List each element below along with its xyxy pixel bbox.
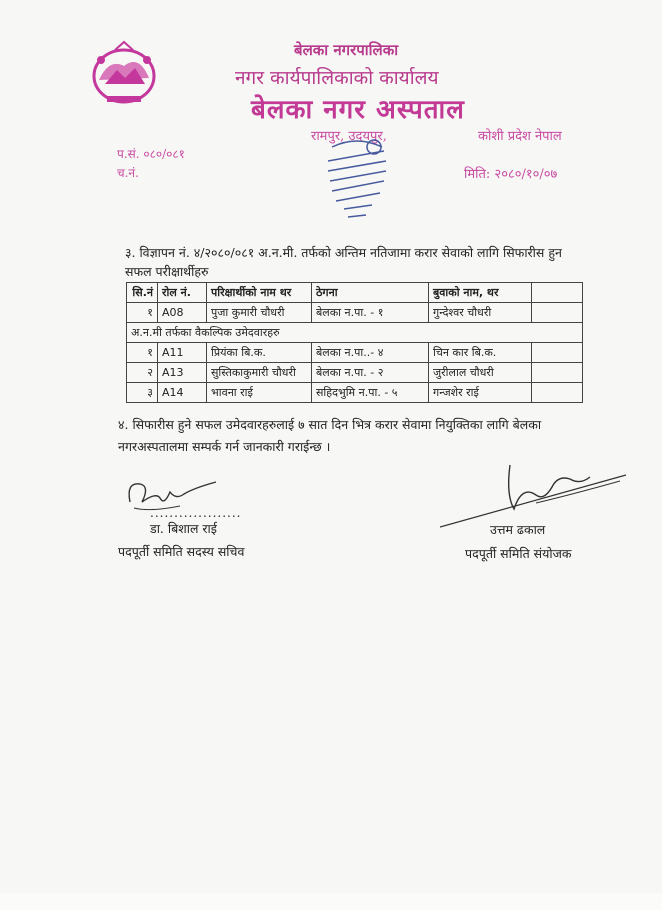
cell-father: गुन्देश्वर चौधरी bbox=[429, 303, 532, 323]
col-roll: रोल नं. bbox=[158, 283, 207, 303]
table-row bbox=[127, 343, 583, 363]
office-name: नगर कार्यपालिकाको कार्यालय bbox=[235, 67, 439, 89]
results-table bbox=[126, 282, 583, 403]
municipality-name: बेलका नगरपालिका bbox=[294, 41, 399, 59]
cell-name: प्रियंका बि.क. bbox=[207, 343, 312, 363]
col-serial: सि.नं bbox=[127, 283, 158, 303]
signature-line-left: ................... bbox=[150, 506, 242, 520]
table-row bbox=[127, 383, 583, 403]
cell-name: सुस्तिकाकुमारी चौधरी bbox=[207, 363, 312, 383]
cell-address: बेलका न.पा. - १ bbox=[312, 303, 429, 323]
dispatch-number: च.नं. bbox=[117, 166, 139, 180]
cell-address: बेलका न.पा. - २ bbox=[312, 363, 429, 383]
cell-roll: A08 bbox=[158, 303, 207, 323]
cell-serial: १ bbox=[127, 343, 158, 363]
signer-left-name: डा. बिशाल राई bbox=[150, 521, 217, 536]
cell-name: भावना राई bbox=[207, 383, 312, 403]
cell-blank bbox=[532, 363, 583, 383]
col-name: परिक्षार्थीको नाम थर bbox=[207, 283, 312, 303]
col-address: ठेगना bbox=[312, 283, 429, 303]
cell-roll: A11 bbox=[158, 343, 207, 363]
table-row bbox=[127, 363, 583, 383]
section-4-text: ४. सिफारीस हुने सफल उमेदवारहरुलाई ७ सात दिन भित्र करार सेवामा नियुक्तिका लागि बेलका नगरअस्पतालमा सम्पर्क गर्न जानकारी गराईन्छ । bbox=[118, 417, 542, 454]
hospital-name: बेलका नगर अस्पताल bbox=[251, 95, 465, 125]
cell-address: बेलका न.पा..- ४ bbox=[312, 343, 429, 363]
cell-blank bbox=[532, 343, 583, 363]
signer-right-name: उत्तम ढकाल bbox=[490, 522, 546, 537]
cell-father: चिन कार बि.क. bbox=[429, 343, 532, 363]
col-father: बुवाको नाम, थर bbox=[429, 283, 532, 303]
page-edge bbox=[0, 893, 662, 910]
cell-roll: A13 bbox=[158, 363, 207, 383]
cell-serial: १ bbox=[127, 303, 158, 323]
signer-right-title: पदपूर्ती समिति संयोजक bbox=[465, 546, 572, 561]
office-seal-icon bbox=[318, 137, 396, 225]
cell-serial: २ bbox=[127, 363, 158, 383]
cell-father: जुरीलाल चौधरी bbox=[429, 363, 532, 383]
table-header-row bbox=[127, 283, 583, 303]
table-row bbox=[127, 303, 583, 323]
cell-blank bbox=[532, 383, 583, 403]
cell-roll: A14 bbox=[158, 383, 207, 403]
address: रामपुर, उदयपुर, bbox=[311, 129, 387, 144]
cell-name: पुजा कुमारी चौधरी bbox=[207, 303, 312, 323]
letter-date: मिति: २०८०/१०/०७ bbox=[464, 167, 558, 182]
cell-serial: ३ bbox=[127, 383, 158, 403]
alternate-heading-row bbox=[127, 323, 583, 343]
province: कोशी प्रदेश नेपाल bbox=[478, 129, 562, 144]
alternate-heading: अ.न.मी तर्फका वैकल्पिक उमेदवारहरु bbox=[127, 323, 583, 343]
municipality-emblem-icon bbox=[85, 40, 163, 108]
cell-blank bbox=[532, 303, 583, 323]
cell-address: सहिदभुमि न.पा. - ५ bbox=[312, 383, 429, 403]
signer-left-title: पदपूर्ती समिति सदस्य सचिव bbox=[118, 544, 245, 559]
cell-father: गन्जशेर राई bbox=[429, 383, 532, 403]
reference-number: प.सं. ०८०/०८१ bbox=[117, 147, 185, 161]
section-3-text: ३. विज्ञापन नं. ४/२०८०/०८१ अ.न.मी. तर्फको अन्तिम नतिजामा करार सेवाको लागि सिफारीस हुन सफल परीक्षार्थीहरु bbox=[125, 245, 562, 279]
col-blank bbox=[532, 283, 583, 303]
